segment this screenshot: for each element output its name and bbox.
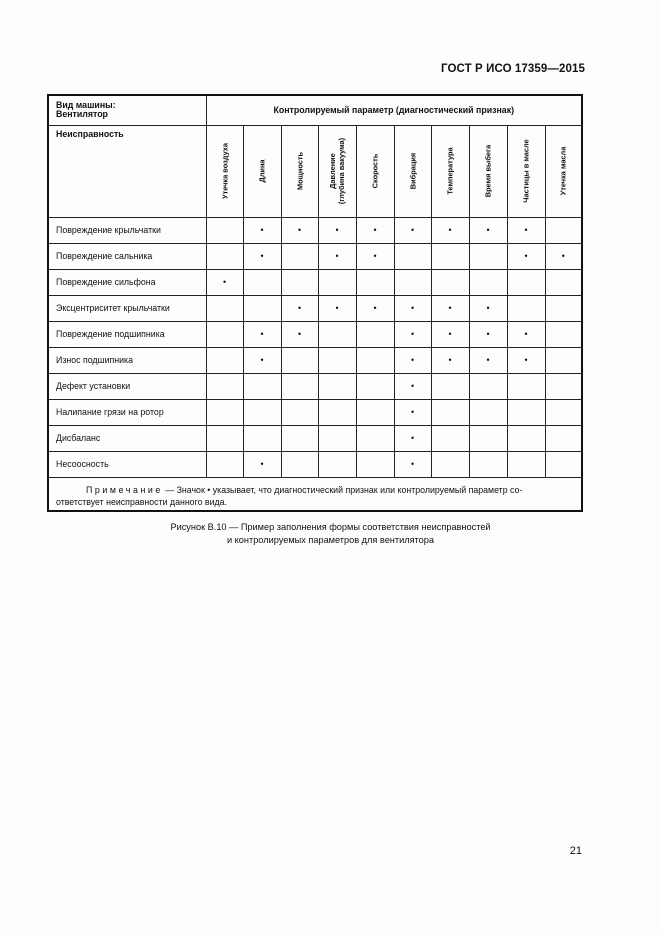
marked-cell: • (356, 217, 394, 243)
marked-cell: • (507, 243, 545, 269)
marked-cell: • (318, 217, 356, 243)
marked-cell: • (394, 217, 431, 243)
parameter-header-text (446, 147, 455, 194)
empty-cell (206, 243, 243, 269)
empty-cell (545, 217, 582, 243)
marked-cell: • (545, 243, 582, 269)
marked-cell: • (243, 321, 281, 347)
empty-cell (431, 373, 469, 399)
empty-cell (545, 321, 582, 347)
parameter-group-title: Контролируемый параметр (диагностический признак) (206, 95, 582, 125)
empty-cell (545, 295, 582, 321)
empty-cell (243, 295, 281, 321)
empty-cell (243, 399, 281, 425)
marked-cell: • (243, 451, 281, 477)
empty-cell (281, 399, 318, 425)
empty-cell (431, 425, 469, 451)
parameter-header (507, 125, 545, 217)
marked-cell: • (356, 295, 394, 321)
empty-cell (545, 269, 582, 295)
parameter-header (206, 125, 243, 217)
marked-cell: • (394, 347, 431, 373)
empty-cell (281, 269, 318, 295)
machine-type-label: Вид машины: (56, 100, 116, 110)
marked-cell: • (431, 347, 469, 373)
fault-parameter-table (47, 94, 583, 512)
fault-name: Дефект установки (48, 373, 206, 399)
page-number: 21 (569, 845, 582, 857)
parameter-header (356, 125, 394, 217)
parameter-label: Давление (328, 153, 337, 189)
table-row (48, 347, 582, 373)
empty-cell (431, 243, 469, 269)
table-row (48, 321, 582, 347)
marked-cell: • (469, 295, 507, 321)
parameter-header (318, 125, 356, 217)
empty-cell (243, 373, 281, 399)
parameter-label: Частицы в масле (521, 139, 531, 203)
empty-cell (243, 269, 281, 295)
parameter-header-text (295, 152, 304, 190)
empty-cell (469, 269, 507, 295)
note-text: — Значок • указывает, что диагностический признак или контролируемый параметр со- (162, 484, 523, 495)
empty-cell (431, 399, 469, 425)
note-text-continued: ответствует неисправности данного вида. (56, 497, 227, 507)
empty-cell (356, 451, 394, 477)
fault-name: Повреждение сильфона (48, 269, 206, 295)
marked-cell: • (394, 373, 431, 399)
marked-cell: • (394, 321, 431, 347)
parameter-header-text (559, 147, 568, 196)
empty-cell (469, 425, 507, 451)
parameter-header (469, 125, 507, 217)
empty-cell (281, 347, 318, 373)
empty-cell (507, 399, 545, 425)
parameter-header (243, 125, 281, 217)
parameter-header (281, 125, 318, 217)
marked-cell: • (469, 347, 507, 373)
marked-cell: • (356, 243, 394, 269)
empty-cell (318, 399, 356, 425)
table-row (48, 399, 582, 425)
parameter-header (545, 125, 582, 217)
marked-cell: • (394, 451, 431, 477)
empty-cell (206, 451, 243, 477)
empty-cell (356, 425, 394, 451)
marked-cell: • (431, 217, 469, 243)
empty-cell (507, 295, 545, 321)
marked-cell: • (206, 269, 243, 295)
marked-cell: • (243, 347, 281, 373)
marked-cell: • (281, 295, 318, 321)
empty-cell (356, 373, 394, 399)
empty-cell (206, 347, 243, 373)
empty-cell (545, 399, 582, 425)
table-row (48, 295, 582, 321)
marked-cell: • (507, 347, 545, 373)
empty-cell (318, 451, 356, 477)
parameter-header-text (408, 153, 417, 189)
empty-cell (206, 399, 243, 425)
empty-cell (507, 373, 545, 399)
marked-cell: • (318, 243, 356, 269)
marked-cell: • (507, 217, 545, 243)
empty-cell (206, 321, 243, 347)
empty-cell (356, 321, 394, 347)
parameter-label-line2: (глубина вакуума) (337, 137, 346, 205)
table-row (48, 243, 582, 269)
parameter-header (431, 125, 469, 217)
table-row (48, 451, 582, 477)
table-row (48, 425, 582, 451)
marked-cell: • (281, 217, 318, 243)
empty-cell (545, 373, 582, 399)
fault-name: Повреждение подшипника (48, 321, 206, 347)
empty-cell (206, 425, 243, 451)
parameter-label: Утечка масла (558, 146, 568, 196)
empty-cell (356, 347, 394, 373)
note-label: Примечание (86, 484, 163, 495)
marked-cell: • (394, 399, 431, 425)
caption-line-2: и контролируемых параметров для вентилятора (227, 535, 434, 545)
empty-cell (356, 269, 394, 295)
parameter-header-text (371, 154, 380, 189)
empty-cell (545, 425, 582, 451)
empty-cell (243, 425, 281, 451)
empty-cell (356, 399, 394, 425)
fault-name: Несоосность (48, 451, 206, 477)
empty-cell (545, 451, 582, 477)
table-row (48, 217, 582, 243)
parameter-header (394, 125, 431, 217)
fault-name: Повреждение сальника (48, 243, 206, 269)
marked-cell: • (469, 321, 507, 347)
marked-cell: • (394, 295, 431, 321)
marked-cell: • (318, 295, 356, 321)
empty-cell (507, 269, 545, 295)
table-row (48, 373, 582, 399)
machine-type-cell (48, 95, 206, 125)
empty-cell (394, 269, 431, 295)
empty-cell (281, 373, 318, 399)
empty-cell (318, 425, 356, 451)
empty-cell (281, 425, 318, 451)
empty-cell (318, 269, 356, 295)
marked-cell: • (394, 425, 431, 451)
fault-name: Налипание грязи на ротор (48, 399, 206, 425)
parameter-label: Температура (445, 147, 455, 195)
empty-cell (206, 373, 243, 399)
marked-cell: • (469, 217, 507, 243)
table-row (48, 269, 582, 295)
parameter-label: Мощность (295, 151, 304, 191)
fault-name: Дисбаланс (48, 425, 206, 451)
empty-cell (469, 399, 507, 425)
fault-name: Повреждение крыльчатки (48, 217, 206, 243)
marked-cell: • (507, 321, 545, 347)
empty-cell (318, 373, 356, 399)
parameter-label: Время выбега (483, 144, 493, 198)
fault-name: Эксцентриситет крыльчатки (48, 295, 206, 321)
empty-cell (469, 373, 507, 399)
empty-cell (545, 347, 582, 373)
marked-cell: • (431, 295, 469, 321)
empty-cell (206, 217, 243, 243)
empty-cell (507, 451, 545, 477)
empty-cell (318, 347, 356, 373)
figure-caption (0, 521, 661, 547)
marked-cell: • (431, 321, 469, 347)
empty-cell (507, 425, 545, 451)
parameter-header-text (220, 143, 229, 199)
document-id: ГОСТ Р ИСО 17359—2015 (440, 63, 585, 75)
empty-cell (469, 451, 507, 477)
parameter-label: Утечка воздуха (220, 142, 229, 200)
parameter-header-text (328, 138, 346, 204)
parameter-header-text (484, 145, 493, 197)
empty-cell (431, 269, 469, 295)
empty-cell (318, 321, 356, 347)
empty-cell (206, 295, 243, 321)
fault-column-header: Неисправность (48, 125, 206, 217)
caption-line-1: Рисунок В.10 — Пример заполнения формы соответствия неисправностей (170, 522, 491, 532)
empty-cell (281, 243, 318, 269)
parameter-header-text (522, 139, 531, 202)
fault-name: Износ подшипника (48, 347, 206, 373)
empty-cell (431, 451, 469, 477)
table-note (48, 477, 582, 511)
empty-cell (281, 451, 318, 477)
parameter-label: Вибрация (408, 152, 417, 190)
empty-cell (394, 243, 431, 269)
empty-cell (469, 243, 507, 269)
marked-cell: • (243, 243, 281, 269)
marked-cell: • (243, 217, 281, 243)
parameter-label: Длина (257, 159, 267, 183)
parameter-label: Скорость (370, 153, 380, 189)
parameter-header-text (258, 159, 267, 182)
machine-type-value: Вентилятор (56, 109, 108, 119)
marked-cell: • (281, 321, 318, 347)
